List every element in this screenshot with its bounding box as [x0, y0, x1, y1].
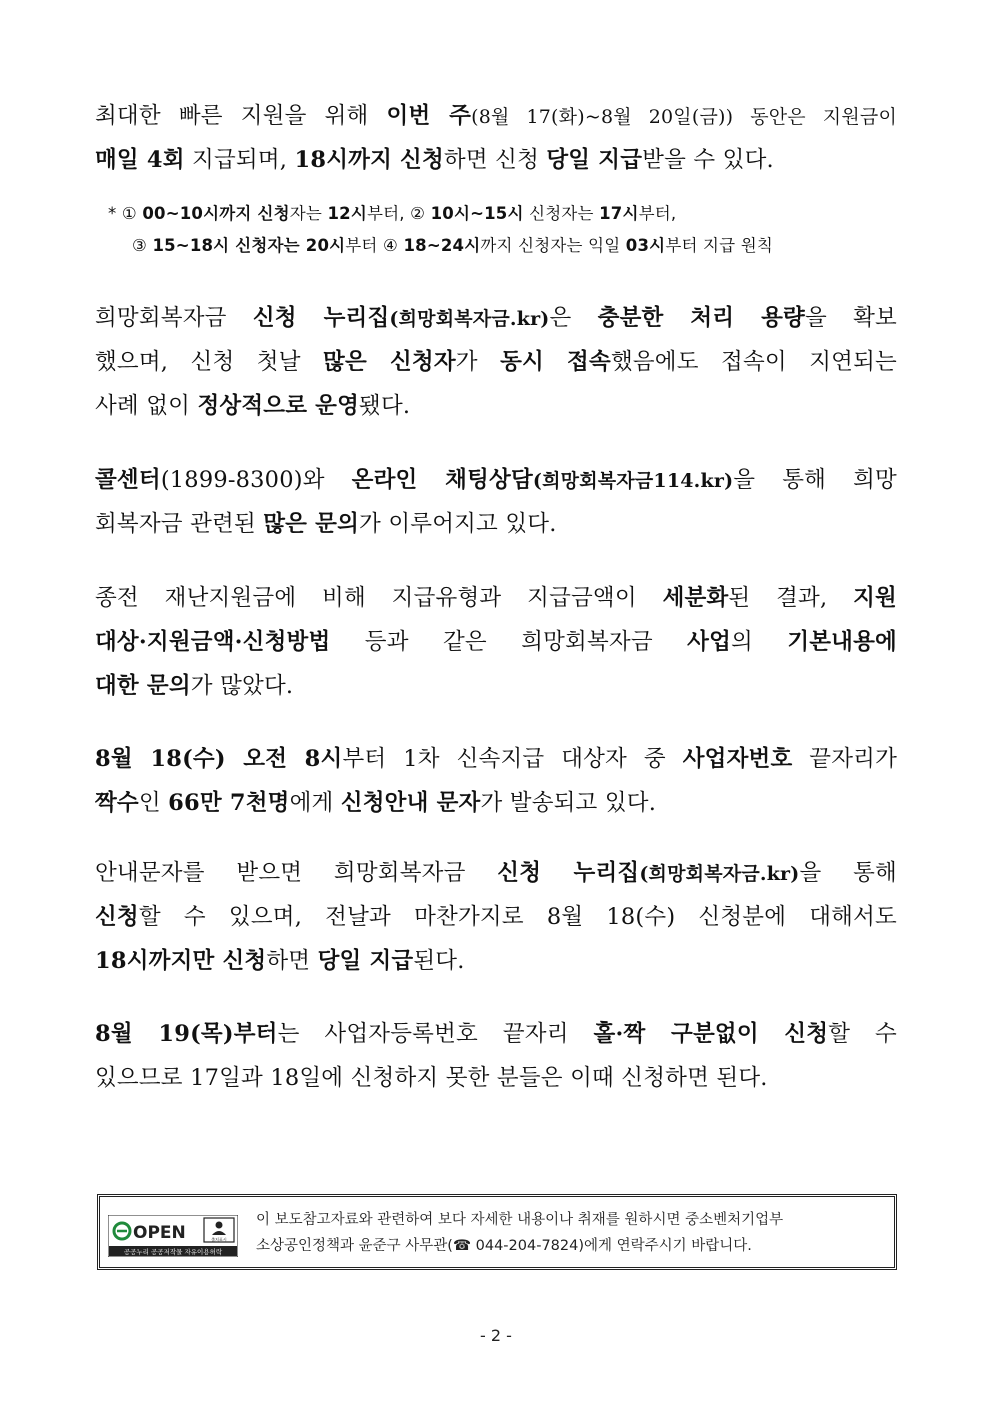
- contact-line-1: 이 보도참고자료와 관련하여 보다 자세한 내용이나 취재를 원하시면 중소벤처기업부: [256, 1212, 784, 1228]
- text-line: 대한 문의가 많았다.: [95, 673, 294, 699]
- logo-caption-text: 공공누리 공공저작물 자유이용허락: [123, 1248, 223, 1256]
- text-line: 신청할 수 있으며, 전날과 마찬가지로 8월 18(수) 신청분에 대해서도: [95, 904, 897, 930]
- text-line: 했으며, 신청 첫날 많은 신청자가 동시 접속했음에도 접속이 지연되는: [95, 349, 897, 375]
- text-line: 8월 18(수) 오전 8시부터 1차 신속지급 대상자 중 사업자번호 끝자리가: [95, 746, 898, 772]
- paragraph-application-guide: [95, 851, 897, 983]
- paragraph-website-operation: [95, 296, 897, 428]
- contact-line-2: 소상공인정책과 윤준구 사무관(☎ 044-204-7824)에게 연락주시기 바랍니다.: [256, 1238, 752, 1254]
- paragraph-from-aug19: [95, 1012, 897, 1100]
- kogl-open-license-logo: [108, 1215, 238, 1257]
- page-number: - 2 -: [480, 1326, 512, 1345]
- text-line: 18시까지만 신청하면 당일 지급된다.: [95, 948, 465, 974]
- paragraph-inquiries: [95, 576, 897, 708]
- text-line: 매일 4회 지급되며, 18시까지 신청하면 신청 당일 지급받을 수 있다.: [95, 147, 774, 173]
- contact-box: [97, 1194, 897, 1270]
- text-line: 안내문자를 받으면 희망회복자금 신청 누리집(희망회복자금.kr)을 통해: [95, 860, 897, 886]
- logo-badge-text: 출처표시: [211, 1237, 227, 1242]
- text-line: 짝수인 66만 7천명에게 신청안내 문자가 발송되고 있다.: [95, 790, 657, 816]
- contact-text: [256, 1207, 896, 1259]
- paragraph-sms-notice: [95, 737, 897, 825]
- text-line: 대상·지원금액·신청방법 등과 같은 희망회복자금 사업의 기본내용에: [95, 629, 897, 655]
- text-line: 종전 재난지원금에 비해 지급유형과 지급금액이 세분화된 결과, 지원: [95, 585, 897, 611]
- paragraph-call-center: [95, 458, 897, 546]
- text-line: 있으므로 17일과 18일에 신청하지 못한 분들은 이때 신청하면 된다.: [95, 1065, 768, 1091]
- note-line: * ① 00~10시까지 신청자는 12시부터, ② 10시~15시 신청자는 17시부터,: [108, 204, 677, 223]
- note-line: ③ 15~18시 신청자는 20시부터 ④ 18~24시까지 신청자는 익일 03시부터 지급 원칙: [132, 236, 774, 255]
- paragraph-support-schedule: [95, 94, 897, 182]
- text-line: 8월 19(목)부터는 사업자등록번호 끝자리 홀·짝 구분없이 신청할 수: [95, 1021, 897, 1047]
- text-line: 희망회복자금 신청 누리집(희망회복자금.kr)은 충분한 처리 용량을 확보: [95, 305, 897, 331]
- text-line: 사례 없이 정상적으로 운영됐다.: [95, 393, 411, 419]
- text-line: 최대한 빠른 지원을 위해 이번 주(8월 17(화)~8월 20일(금)) 동안은 지원금이: [95, 103, 898, 129]
- footnote-payment-schedule: [108, 198, 898, 262]
- text-line: 콜센터(1899-8300)와 온라인 채팅상담(희망회복자금114.kr)을 통해 희망: [95, 467, 897, 493]
- text-line: 회복자금 관련된 많은 문의가 이루어지고 있다.: [95, 511, 557, 537]
- logo-open-text: OPEN: [133, 1223, 186, 1243]
- person-icon: [216, 1222, 223, 1229]
